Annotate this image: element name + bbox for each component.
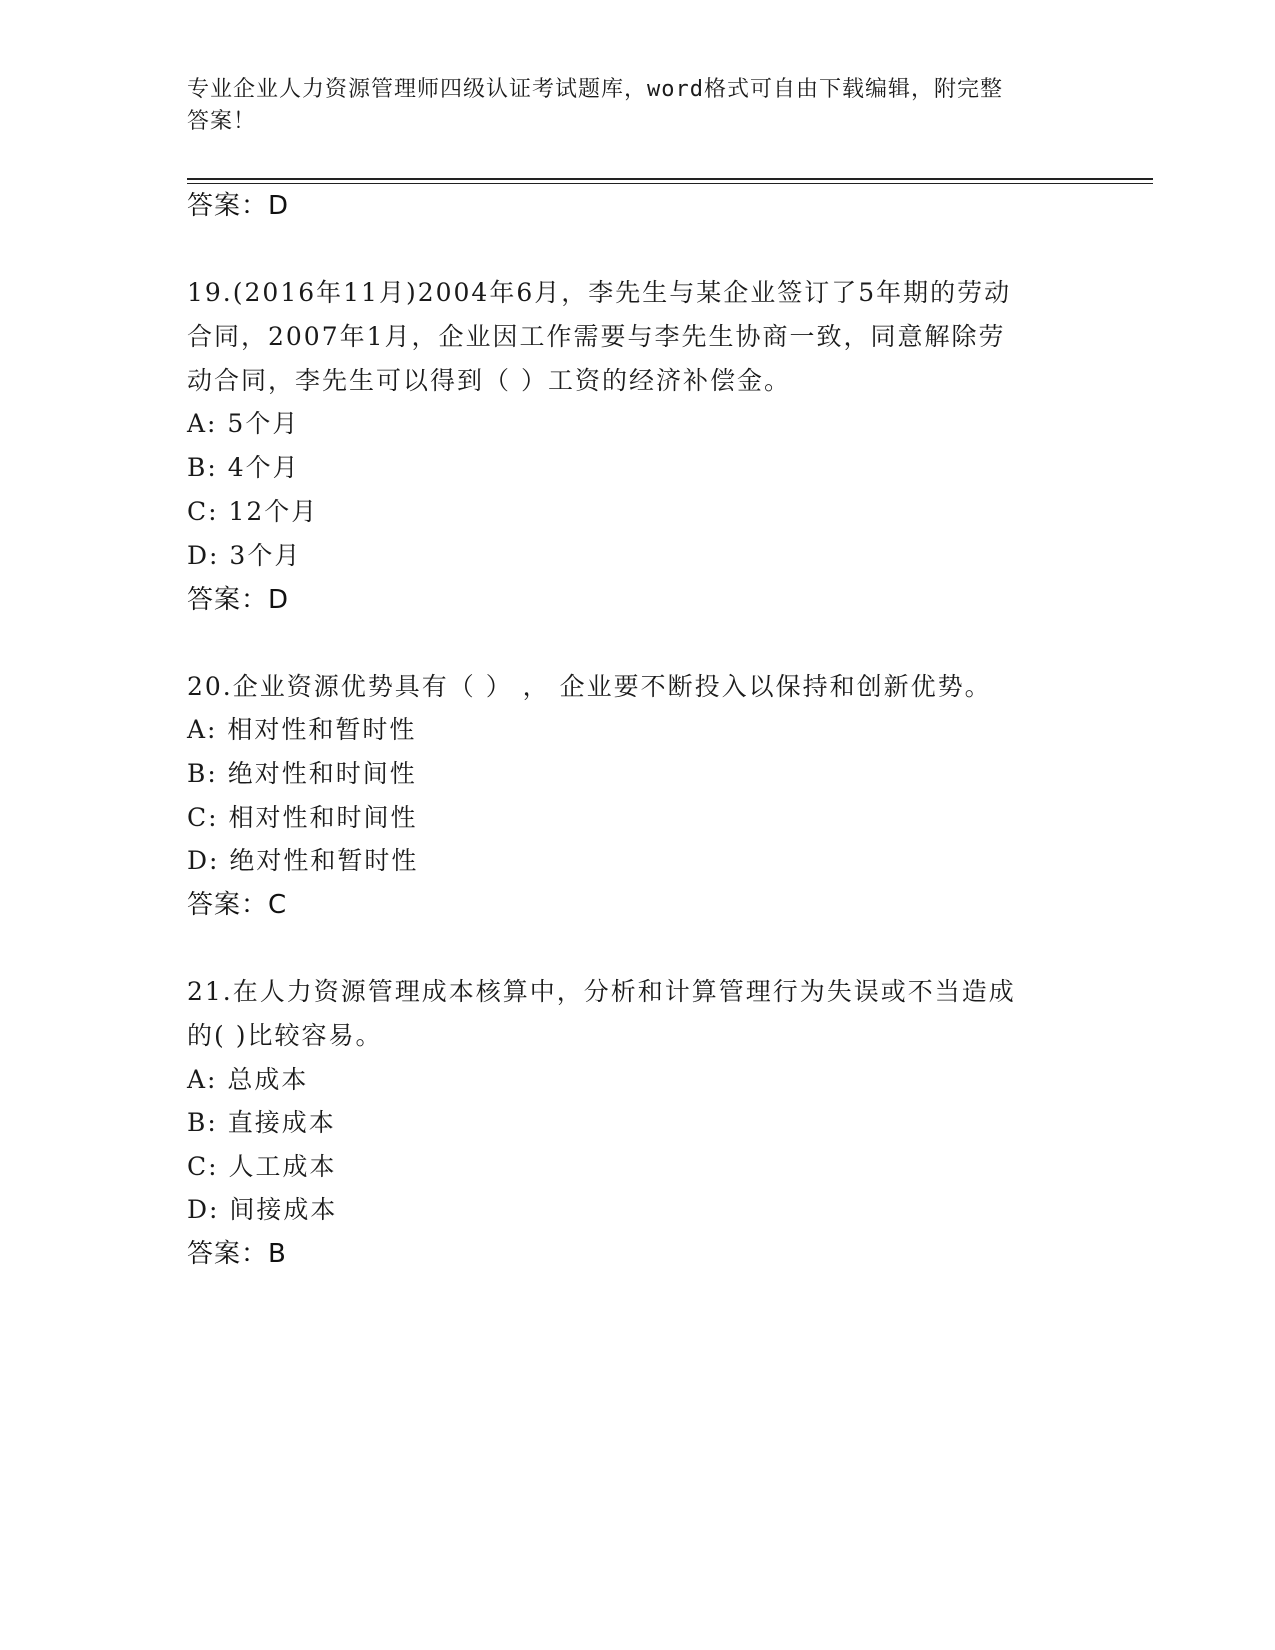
q21-option-d: D: 间接成本 bbox=[187, 1195, 338, 1224]
q20-answer: 答案：C bbox=[187, 890, 288, 920]
q20-option-a: A: 相对性和暂时性 bbox=[187, 715, 417, 744]
header-rule-thick bbox=[187, 178, 1153, 180]
q19-answer: 答案：D bbox=[187, 585, 290, 615]
header-line-2: 答案！ bbox=[187, 109, 257, 134]
q20-option-d: D: 绝对性和暂时性 bbox=[187, 846, 419, 875]
q21-option-a: A: 总成本 bbox=[187, 1065, 309, 1094]
q19-option-d: D: 3个月 bbox=[187, 541, 302, 570]
q21-stem-line-1: 21.在人力资源管理成本核算中，分析和计算管理行为失误或不当造成 bbox=[187, 977, 1016, 1006]
q19-stem-line-2: 合同，2007年1月，企业因工作需要与李先生协商一致，同意解除劳 bbox=[187, 322, 1006, 351]
q21-answer: 答案：B bbox=[187, 1239, 287, 1269]
answer-prev: 答案：D bbox=[187, 191, 290, 221]
q21-option-c: C: 人工成本 bbox=[187, 1152, 337, 1181]
q20-option-c: C: 相对性和时间性 bbox=[187, 803, 418, 832]
q19-option-c: C: 12个月 bbox=[187, 497, 319, 526]
q21-option-b: B: 直接成本 bbox=[187, 1108, 336, 1137]
q20-option-b: B: 绝对性和时间性 bbox=[187, 759, 417, 788]
q19-stem-line-3: 动合同，李先生可以得到（ ）工资的经济补偿金。 bbox=[187, 366, 791, 395]
q20-stem-line-1: 20.企业资源优势具有（ ） ， 企业要不断投入以保持和创新优势。 bbox=[187, 672, 992, 701]
q21-stem-line-2: 的( )比较容易。 bbox=[187, 1021, 383, 1050]
header-line-1: 专业企业人力资源管理师四级认证考试题库，word格式可自由下载编辑，附完整 bbox=[187, 77, 1003, 102]
q19-option-a: A: 5个月 bbox=[187, 409, 300, 438]
page-header bbox=[187, 74, 1067, 138]
header-rule-thin bbox=[187, 183, 1153, 184]
q19-option-b: B: 4个月 bbox=[187, 453, 300, 482]
q19-stem-line-1: 19.(2016年11月)2004年6月，李先生与某企业签订了5年期的劳动 bbox=[187, 278, 1012, 307]
